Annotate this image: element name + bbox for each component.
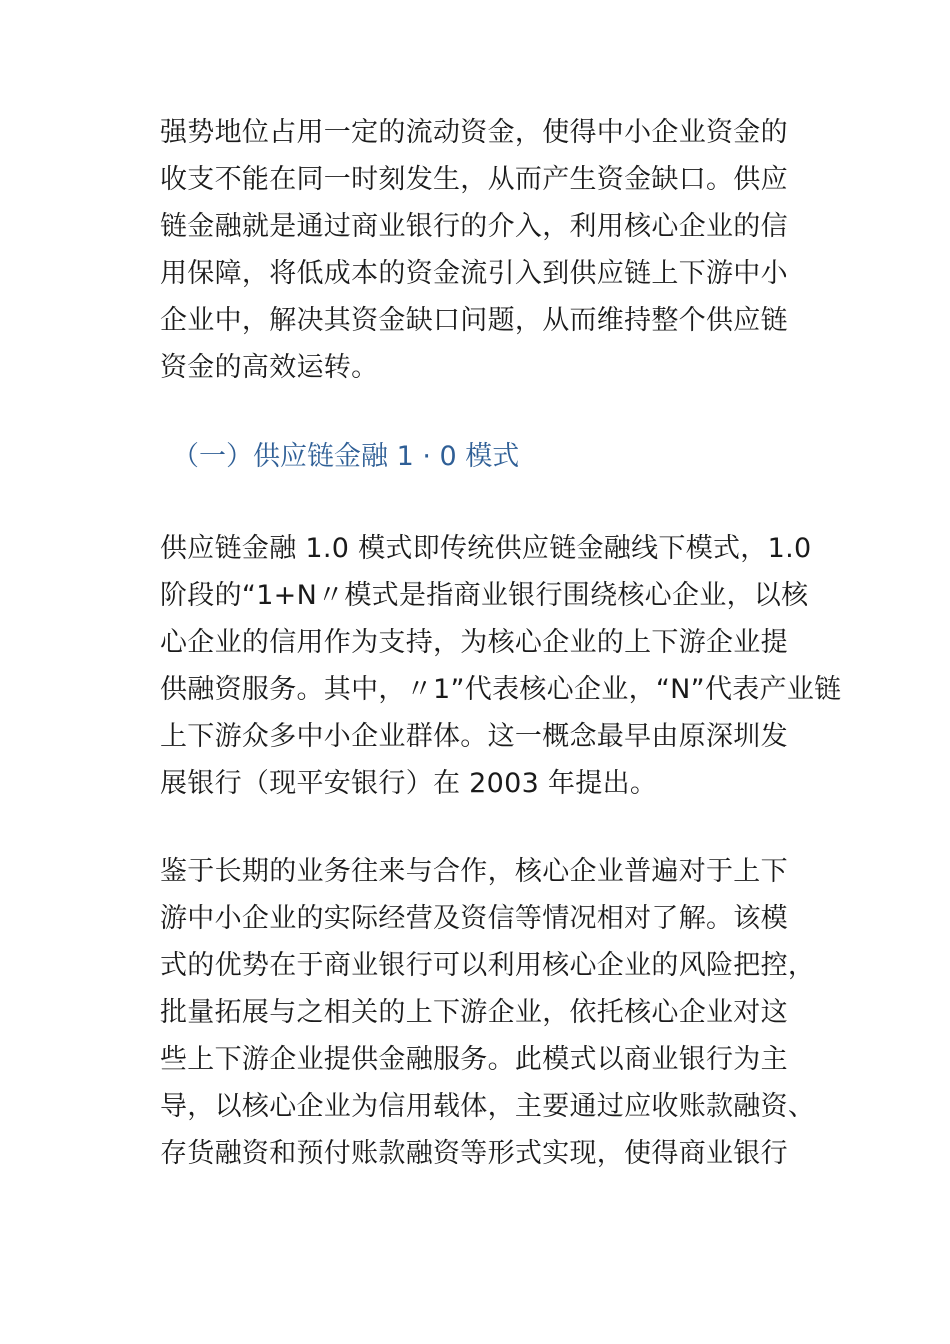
paragraph-1	[160, 109, 800, 391]
paragraph-3	[160, 848, 816, 1177]
text-line: 链金融就是通过商业银行的介入，利用核心企业的信	[160, 211, 788, 242]
text-line: 批量拓展与之相关的上下游企业，依托核心企业对这	[160, 997, 788, 1028]
text-line: 展银行（现平安银行）在 2003 年提出。	[160, 768, 658, 799]
text-line: 收支不能在同一时刻发生，从而产生资金缺口。供应	[160, 164, 788, 195]
text-line: 供融资服务。其中，〃1”代表核心企业，“N”代表产业链	[160, 674, 842, 705]
text-line: 强势地位占用一定的流动资金，使得中小企业资金的	[160, 117, 788, 148]
text-line: 存货融资和预付账款融资等形式实现，使得商业银行	[160, 1138, 788, 1169]
text-line: 用保障，将低成本的资金流引入到供应链上下游中小	[160, 258, 788, 289]
text-line: 游中小企业的实际经营及资信等情况相对了解。该模	[160, 903, 788, 934]
text-line: 鉴于长期的业务往来与合作，核心企业普遍对于上下	[160, 856, 788, 887]
paragraph-2	[160, 525, 842, 807]
text-line: 上下游众多中小企业群体。这一概念最早由原深圳发	[160, 721, 788, 752]
section-heading: （一）供应链金融 1 · 0 模式	[172, 441, 520, 472]
text-line: 些上下游企业提供金融服务。此模式以商业银行为主	[160, 1044, 788, 1075]
text-line: 导，以核心企业为信用载体，主要通过应收账款融资、	[160, 1091, 816, 1122]
text-line: 阶段的“1+N〃模式是指商业银行围绕核心企业，以核	[160, 580, 809, 611]
text-line: 式的优势在于商业银行可以利用核心企业的风险把控，	[160, 950, 816, 981]
text-line: 企业中，解决其资金缺口问题，从而维持整个供应链	[160, 305, 788, 336]
text-line: 供应链金融 1.0 模式即传统供应链金融线下模式，1.0	[160, 533, 812, 564]
text-line: 心企业的信用作为支持，为核心企业的上下游企业提	[160, 627, 788, 658]
text-line: 资金的高效运转。	[160, 352, 379, 383]
